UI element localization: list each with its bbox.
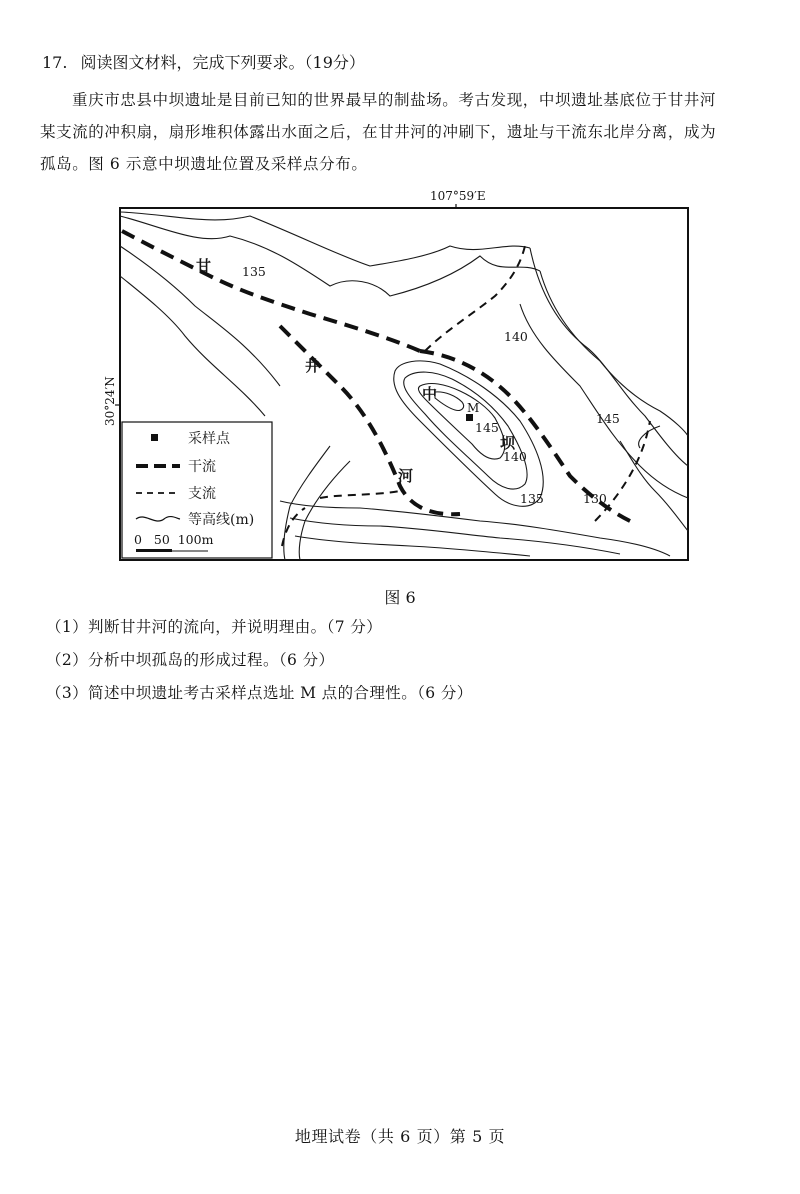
map-svg xyxy=(100,186,700,576)
question-paragraph-line-1: 重庆市忠县中坝遗址是目前已知的世界最早的制盐场。考古发现，中坝遗址基底位于甘井河 xyxy=(72,91,717,109)
legend-sample-point-label: 采样点 xyxy=(188,431,230,447)
question-paragraph-line-3: 孤岛。图 6 示意中坝遗址位置及采样点分布。 xyxy=(40,155,368,173)
legend-sample-point-icon xyxy=(151,434,158,441)
question-heading xyxy=(42,50,365,73)
longitude-label: 107°59′E xyxy=(430,189,486,203)
legend-contour-label: 等高线(m) xyxy=(188,512,255,528)
legend-main-stream-label: 干流 xyxy=(188,459,216,475)
question-paragraph-line-2: 某支流的冲积扇，扇形堆积体露出水面之后，在甘井河的冲刷下，遗址与干流东北岸分离，成为 xyxy=(40,123,717,141)
sample-point-m xyxy=(466,414,473,421)
river-char-jing: 井 xyxy=(305,357,321,375)
contour-label-140-ne: 140 xyxy=(504,329,528,344)
site-char-zhong: 中 xyxy=(422,385,438,403)
scale-label: 0 50 100m xyxy=(134,532,214,547)
contour-label-135-island: 135 xyxy=(520,491,544,506)
page-footer: 地理试卷（共 6 页）第 5 页 xyxy=(294,1127,506,1146)
question-instruction: 阅读图文材料，完成下列要求。（19分） xyxy=(80,53,365,72)
subquestion-1: （1）判断甘井河的流向，并说明理由。（7 分） xyxy=(46,618,383,636)
legend xyxy=(122,422,272,558)
map-figure xyxy=(100,186,700,580)
figure-caption: 图 6 xyxy=(384,588,416,607)
contour-label-145-island: 145 xyxy=(475,420,499,435)
legend-tributary-label: 支流 xyxy=(188,486,216,502)
subquestion-3: （3）简述中坝遗址考古采样点选址 M 点的合理性。（6 分） xyxy=(46,684,473,702)
river-char-he: 河 xyxy=(398,467,414,485)
sample-point-m-label: M xyxy=(467,401,480,415)
river-char-gan: 甘 xyxy=(196,257,212,275)
scale-bar xyxy=(136,549,172,552)
contour-label-130: 130 xyxy=(583,491,607,506)
question-number: 17. xyxy=(42,53,68,72)
contour-label-135-nw: 135 xyxy=(242,264,266,279)
contour-label-140-island: 140 xyxy=(503,449,527,464)
subquestion-2: （2）分析中坝孤岛的形成过程。（6 分） xyxy=(46,651,335,669)
contour-label-145-east: 145 xyxy=(596,411,620,426)
latitude-label: 30°24′N xyxy=(103,376,117,426)
site-char-ba: 坝 xyxy=(500,434,516,452)
